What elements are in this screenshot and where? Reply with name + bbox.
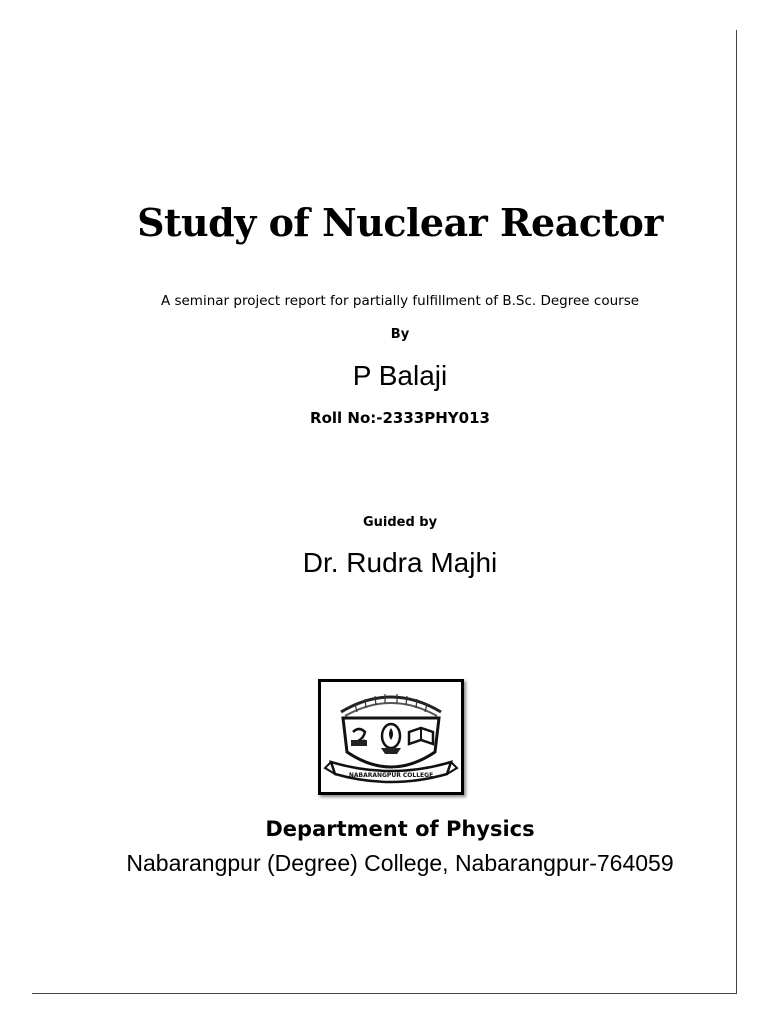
college-name: Nabarangpur (Degree) College, Nabarangpur-764059 [126,850,674,876]
page-border-right [736,30,737,994]
emblem-icon [321,682,461,792]
by-label: By [390,327,410,342]
guided-by-label: Guided by [362,515,438,530]
emblem-banner-text: NABARANGPUR COLLEGE [348,772,434,779]
guide-name: Dr. Rudra Majhi [302,547,498,578]
roll-number: Roll No:-2333PHY013 [310,409,490,427]
department-name: Department of Physics [265,817,535,841]
report-title: Study of Nuclear Reactor [137,200,663,245]
page-border-bottom [32,993,737,994]
college-emblem-logo [318,679,464,795]
report-subtitle: A seminar project report for partially fulfillment of B.Sc. Degree course [160,293,640,309]
author-name: P Balaji [352,360,448,391]
